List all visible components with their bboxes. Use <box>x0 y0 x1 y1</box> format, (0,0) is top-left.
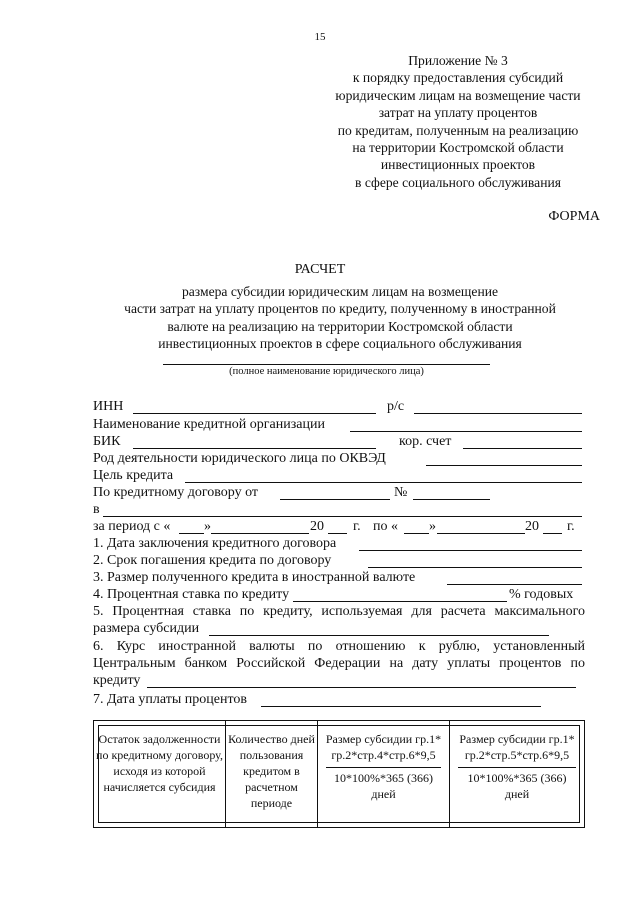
item-3-label: 3. Размер полученного кредита в иностранной валюте <box>93 570 416 585</box>
contract-number-field[interactable] <box>413 499 490 500</box>
document-title: РАСЧЕТ <box>294 262 346 277</box>
subtitle-line: валюте на реализацию на территории Костромской области <box>167 318 513 334</box>
col-subsidy-1-head: Размер субсидии гр.1* <box>325 732 442 746</box>
col-subsidy-2-numerator: гр.2*стр.5*стр.6*9,5 <box>464 748 570 762</box>
table-col-balance <box>94 721 226 827</box>
appendix-header <box>290 52 626 191</box>
page-number: 15 <box>314 31 326 43</box>
year-prefix: 20 <box>310 519 324 534</box>
document-subtitle <box>60 283 620 353</box>
bik-label: БИК <box>93 434 121 449</box>
period-to-label: по « <box>373 519 398 534</box>
period-from-month-field[interactable] <box>211 533 309 534</box>
bik-row <box>93 433 583 451</box>
contract-from-label: По кредитному договору от <box>93 485 259 500</box>
bank-name-label: Наименование кредитной организации <box>93 417 325 432</box>
item-5-label: размера субсидии <box>93 621 200 636</box>
col-subsidy-2-header <box>452 731 582 802</box>
table-col-subsidy-2 <box>450 721 584 827</box>
item-4-label: 4. Процентная ставка по кредиту <box>93 587 290 602</box>
okved-field[interactable] <box>426 465 582 466</box>
year-suffix: г. <box>567 519 575 534</box>
col-balance-header: Остаток задолженности по кредитному договору, исходя из которой начисляется субсидия <box>96 732 223 794</box>
quote-close: » <box>429 519 436 534</box>
period-to-month-field[interactable] <box>437 533 525 534</box>
item-2-label: 2. Срок погашения кредита по договору <box>93 553 332 568</box>
period-to-year-field[interactable] <box>543 533 562 534</box>
kor-account-field[interactable] <box>463 448 582 449</box>
table-col-days <box>226 721 318 827</box>
item-6-line-2: Центральным банком Российской Федерации на дату уплаты процентов по <box>93 656 585 671</box>
item-7-label: 7. Дата уплаты процентов <box>93 692 247 707</box>
period-to-day-field[interactable] <box>404 533 429 534</box>
appendix-line: юридическим лицам на возмещение части <box>335 87 581 103</box>
period-from-day-field[interactable] <box>179 533 204 534</box>
col-subsidy-2-denominator: 10*100%*365 (366) дней <box>458 767 576 802</box>
in-label: в <box>93 502 100 517</box>
col-days-header: Количество дней пользования кредитом в расчетном периоде <box>228 732 315 810</box>
interest-rate-field[interactable] <box>293 601 507 602</box>
okved-label: Род деятельности юридического лица по ОКВЭД <box>93 451 386 466</box>
year-suffix: г. <box>353 519 361 534</box>
legal-entity-name-field[interactable] <box>163 364 490 365</box>
appendix-line: по кредитам, полученным на реализацию <box>337 122 579 138</box>
item-4-suffix: % годовых <box>509 587 574 602</box>
item-6-line-1: 6. Курс иностранной валюты по отношению к рублю, установленный <box>93 639 585 654</box>
inn-field[interactable] <box>133 413 376 414</box>
exchange-rate-field[interactable] <box>147 687 576 688</box>
okved-row <box>93 450 583 468</box>
quote-close: » <box>204 519 211 534</box>
form-label: ФОРМА <box>548 209 600 224</box>
appendix-line: в сфере социального обслуживания <box>355 174 561 190</box>
appendix-line: инвестиционных проектов <box>380 157 536 173</box>
inn-row <box>93 398 583 416</box>
subtitle-line: размера субсидии юридическим лицам на возмещение <box>181 284 499 299</box>
payment-date-field[interactable] <box>261 706 541 707</box>
bank-name-field[interactable] <box>350 431 582 432</box>
period-row <box>93 518 583 536</box>
contract-bank-field[interactable] <box>103 516 582 517</box>
repayment-term-field[interactable] <box>368 567 582 568</box>
item-5-line-1: 5. Процентная ставка по кредиту, используемая для расчета максимального <box>93 604 585 619</box>
item-6-label: кредиту <box>93 673 141 688</box>
contract-signing-date-field[interactable] <box>359 550 582 551</box>
year-prefix: 20 <box>525 519 539 534</box>
inn-label: ИНН <box>93 399 124 414</box>
rs-field[interactable] <box>414 413 582 414</box>
purpose-label: Цель кредита <box>93 468 174 483</box>
bik-field[interactable] <box>133 448 376 449</box>
subtitle-line: инвестиционных проектов в сфере социального обслуживания <box>158 336 522 352</box>
appendix-line: на территории Костромской области <box>352 140 564 156</box>
item-4-row <box>93 586 583 604</box>
item-5-row <box>93 620 583 638</box>
item-6-row <box>93 672 583 690</box>
contract-number-label: № <box>394 485 408 500</box>
contract-row <box>93 484 583 502</box>
subsidy-table <box>93 720 585 828</box>
legal-entity-name-caption: (полное наименование юридического лица) <box>229 366 424 377</box>
kor-account-label: кор. счет <box>399 434 452 449</box>
item-1-row <box>93 535 583 553</box>
col-subsidy-2-head: Размер субсидии гр.1* <box>459 732 575 746</box>
purpose-row <box>93 467 583 485</box>
bank-name-row <box>93 416 583 434</box>
item-2-row <box>93 552 583 570</box>
item-3-row <box>93 569 583 587</box>
col-subsidy-1-numerator: гр.2*стр.4*стр.6*9,5 <box>331 748 436 762</box>
table-col-subsidy-1 <box>318 721 450 827</box>
purpose-field[interactable] <box>185 482 582 483</box>
item-7-row <box>93 691 583 709</box>
rs-label: р/с <box>387 399 405 414</box>
appendix-line: к порядку предоставления субсидий <box>352 70 564 86</box>
item-1-label: 1. Дата заключения кредитного договора <box>93 536 337 551</box>
appendix-line: Приложение № 3 <box>408 53 508 68</box>
bank-in-row <box>93 501 583 519</box>
credit-amount-field[interactable] <box>447 584 582 585</box>
col-subsidy-1-header <box>320 731 447 802</box>
subtitle-line: части затрат на уплату процентов по кредиту, полученному в иностранной <box>124 301 556 317</box>
col-subsidy-1-denominator: 10*100%*365 (366) дней <box>326 767 441 802</box>
appendix-line: затрат на уплату процентов <box>378 105 538 121</box>
period-from-year-field[interactable] <box>328 533 347 534</box>
contract-date-field[interactable] <box>280 499 390 500</box>
period-from-label: за период с « <box>93 519 171 534</box>
max-subsidy-rate-field[interactable] <box>209 635 549 636</box>
